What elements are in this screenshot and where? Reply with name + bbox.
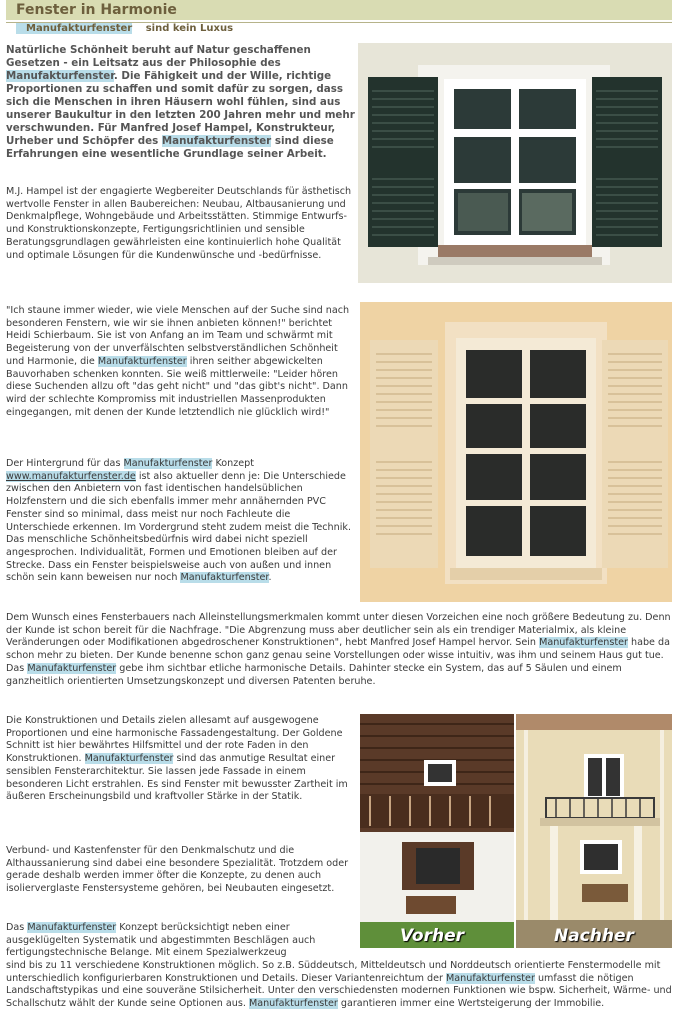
background-text-4: . [268,572,272,584]
concept-text-3: umfasst die nötigen Landschaftstypikas und eine souveräne Stilsicherheit. Unter den verschiedensten modernen Funktionen wie bspw. Sicherheit, Wärme- und Schallschutz wählt der Kunde seine Optionen aus. [6,972,672,1010]
intro-paragraph [6,44,356,161]
caption-after: Nachher [554,926,634,946]
brand-highlight: Manufakturfenster [84,753,174,765]
construct-text-2: sind das anmutige Resultat einer sensiblen Fensterarchitektur. Sie lassen jede Fassade in einem besonderen Licht erstrahlen. Es sind Fenster mit bewusster Zartheit im äußeren Erscheinungsbild und kraftvoller Stärke in der Statik. [6,753,348,803]
concept-text-2: sind bis zu 11 verschiedene Konstruktionen möglich. So z.B. Süddeutsch, Mitteldeutsch und Norddeutsch orientierte Fenstermodelle mit unterschiedlich konfigurierbaren Konstruktionen und Details. Dieser Variantenreichtum der [6,960,661,984]
intro-text-2: . Die Fähigkeit und der Wille, richtige Proportionen zu schaffen und somit dafür zu sorgen, dass sich die Menschen in ihren Häusern wohl fühlen, sind aus unserer Baukultur in den letzten 200 Jahren mehr und mehr verschwunden. Für Manfred Josef Hampel, Konstrukteur, Urheber und Schöpfer des [6,70,355,147]
brand-highlight: Manufakturfenster [27,922,117,933]
brand-highlight: Manufakturfenster [27,662,117,674]
background-text-3: ist also aktueller denn je: Die Unterschiede zwischen den Anbietern von fast identischen handelsüblichen Holzfenstern und die sich ebenfalls immer mehr annähernden PVC Fenster sind so minimal, dass meist nur noch Fachleute die Unterschiede erkennen. Im Vordergrund steht zudem meist die Technik. Das menschliche Schönheitsbedürfnis wird dabei nicht speziell angesprochen. Individualität, Formen und Emotionen bleiben auf der Strecke. Dass ein Fenster beispielsweise auch von außen und innen schön sein kann beweisen nur noch [6,470,351,584]
website-link[interactable]: www.manufakturfenster.de [6,470,136,482]
wish-text-2: habe da schon mehr zu bieten. Der Kunde benenne schon ganz genau seine Vorstellungen oder wisse intuitiv, was ihm und seinem Haus gut tue. Das [6,637,670,674]
construct-text-1: Die Konstruktionen und Details zielen allesamt auf ausgewogene Proportionen und eine harmonische Fassadengestaltung. Der Goldene Schnitt ist hier bewährtes Hilfsmittel und der rote Faden in den Konstruktionen. [6,715,343,765]
paragraph-concept-continued [6,960,672,1011]
brand-highlight: Manufakturfenster [161,135,272,147]
concept-lead: Das [6,922,28,933]
paragraph-background [6,458,354,585]
paragraph-verbund: Verbund- und Kastenfenster für den Denkmalschutz und die Althaussanierung sind dabei eine besondere Spezialität. Trotzdem oder gerade deshalb werden immer öfter die Konzepte, zu denen auch isolierverglaste Fenstersysteme gehören, bei Neubauten eingesetzt. [6,845,349,895]
brand-highlight: Manufakturfenster [248,998,338,1010]
brand-highlight: Manufakturfenster [123,458,213,469]
intro-text-3: sind diese Erfahrungen eine wesentliche Grundlage seiner Arbeit. [6,135,334,160]
concept-text-1: Konzept berücksichtigt neben einer ausgeklügelten Systematik und abgestimmten Beschlägen auch fertigungstechnische Belange. Mit einem Spezialwerkzeug [6,922,316,959]
brand-highlight: Manufakturfenster [16,23,132,34]
brand-highlight: Manufakturfenster [6,70,114,82]
photo-before [360,714,514,948]
brand-highlight: Manufakturfenster [180,572,269,584]
brand-highlight: Manufakturfenster [446,972,535,984]
background-text-2: Konzept [212,458,254,469]
paragraph-wish [6,612,672,688]
quote-text-2: ihren seither abgewickelten Bauvorhaben schenken konnten. Sie weiß mittlerweile: "Leider hören diese Suchenden allzu oft "das geht nicht" und "das gibt's nicht". Dann wird der schlechte Kompromiss mit industriellen Massenprodukten eingegangen, mit denen der Kunde letztendlich nie glücklich wird!" [6,355,348,418]
concept-text-4: garantieren immer eine Wertsteigerung der Immobilie. [337,998,605,1010]
paragraph-quote [6,305,354,419]
subtitle-text: sind kein Luxus [142,23,234,34]
brand-highlight: Manufakturfenster [97,355,187,367]
quote-text-1: "Ich staune immer wieder, wie viele Menschen auf der Suche sind nach besonderen Fenstern, wie wir sie ihnen anbieten können!" berichtet Heidi Schierbaum. Sie ist von Anfang an im Team und schwärmt mit Begeisterung von der unverfälschten selbstverständlichen Schönheit und Harmonie, die [6,305,350,367]
paragraph-hampel: M.J. Hampel ist der engagierte Wegbereiter Deutschlands für ästhetisch wertvolle Fenster in allen Baubereichen: Neubau, Altbausanierung und Denkmalpflege, Wohngebäude und Arbeitsstätten. Stimmige Entwurfs- und Konstruktionskonzepte, Fertigungsrichtlinien und sensible Beratungsgrundlagen gewährleisten eine kontinuierlich hohe Qualität und optimale Lösungen für die Kundenwünsche und -bedürfnisse. [6,186,352,261]
page-subtitle [6,22,672,37]
paragraph-construction [6,715,354,804]
photo-after [516,714,672,948]
paragraph-concept [6,922,358,960]
background-text-1: Der Hintergrund für das [6,458,124,469]
brand-highlight: Manufakturfenster [539,637,628,649]
wish-text-3: gebe ihm sichtbar etliche harmonische Details. Dahinter stecke ein System, das auf 5 Säulen und einem ganzheitlich orientierten Umsetzungskonzept und diversen Patenten beruhe. [6,662,622,687]
caption-before: Vorher [400,926,464,946]
photo-window-cream-shutters [360,302,672,602]
intro-text-1: Natürliche Schönheit beruht auf Natur geschaffenen Gesetzen - ein Leitsatz aus der Philosophie des [6,44,311,69]
photo-window-green-shutters [358,43,672,283]
wish-text-1: Dem Wunsch eines Fensterbauers nach Alleinstellungsmerkmalen kommt unter diesen Vorzeichen eine noch größere Bedeutung zu. Denn der Kunde ist schon bereit für die Nachfrage. "Die Abgrenzung muss aber deutlicher sein als ein trendiger Materialmix, als kleine Veränderungen oder Modifikationen abgedroschener Konstruktionen", hebt Manfred Josef Hampel hervor. Sein [6,612,671,649]
page-title: Fenster in Harmonie [16,2,177,18]
title-bar [6,0,672,20]
